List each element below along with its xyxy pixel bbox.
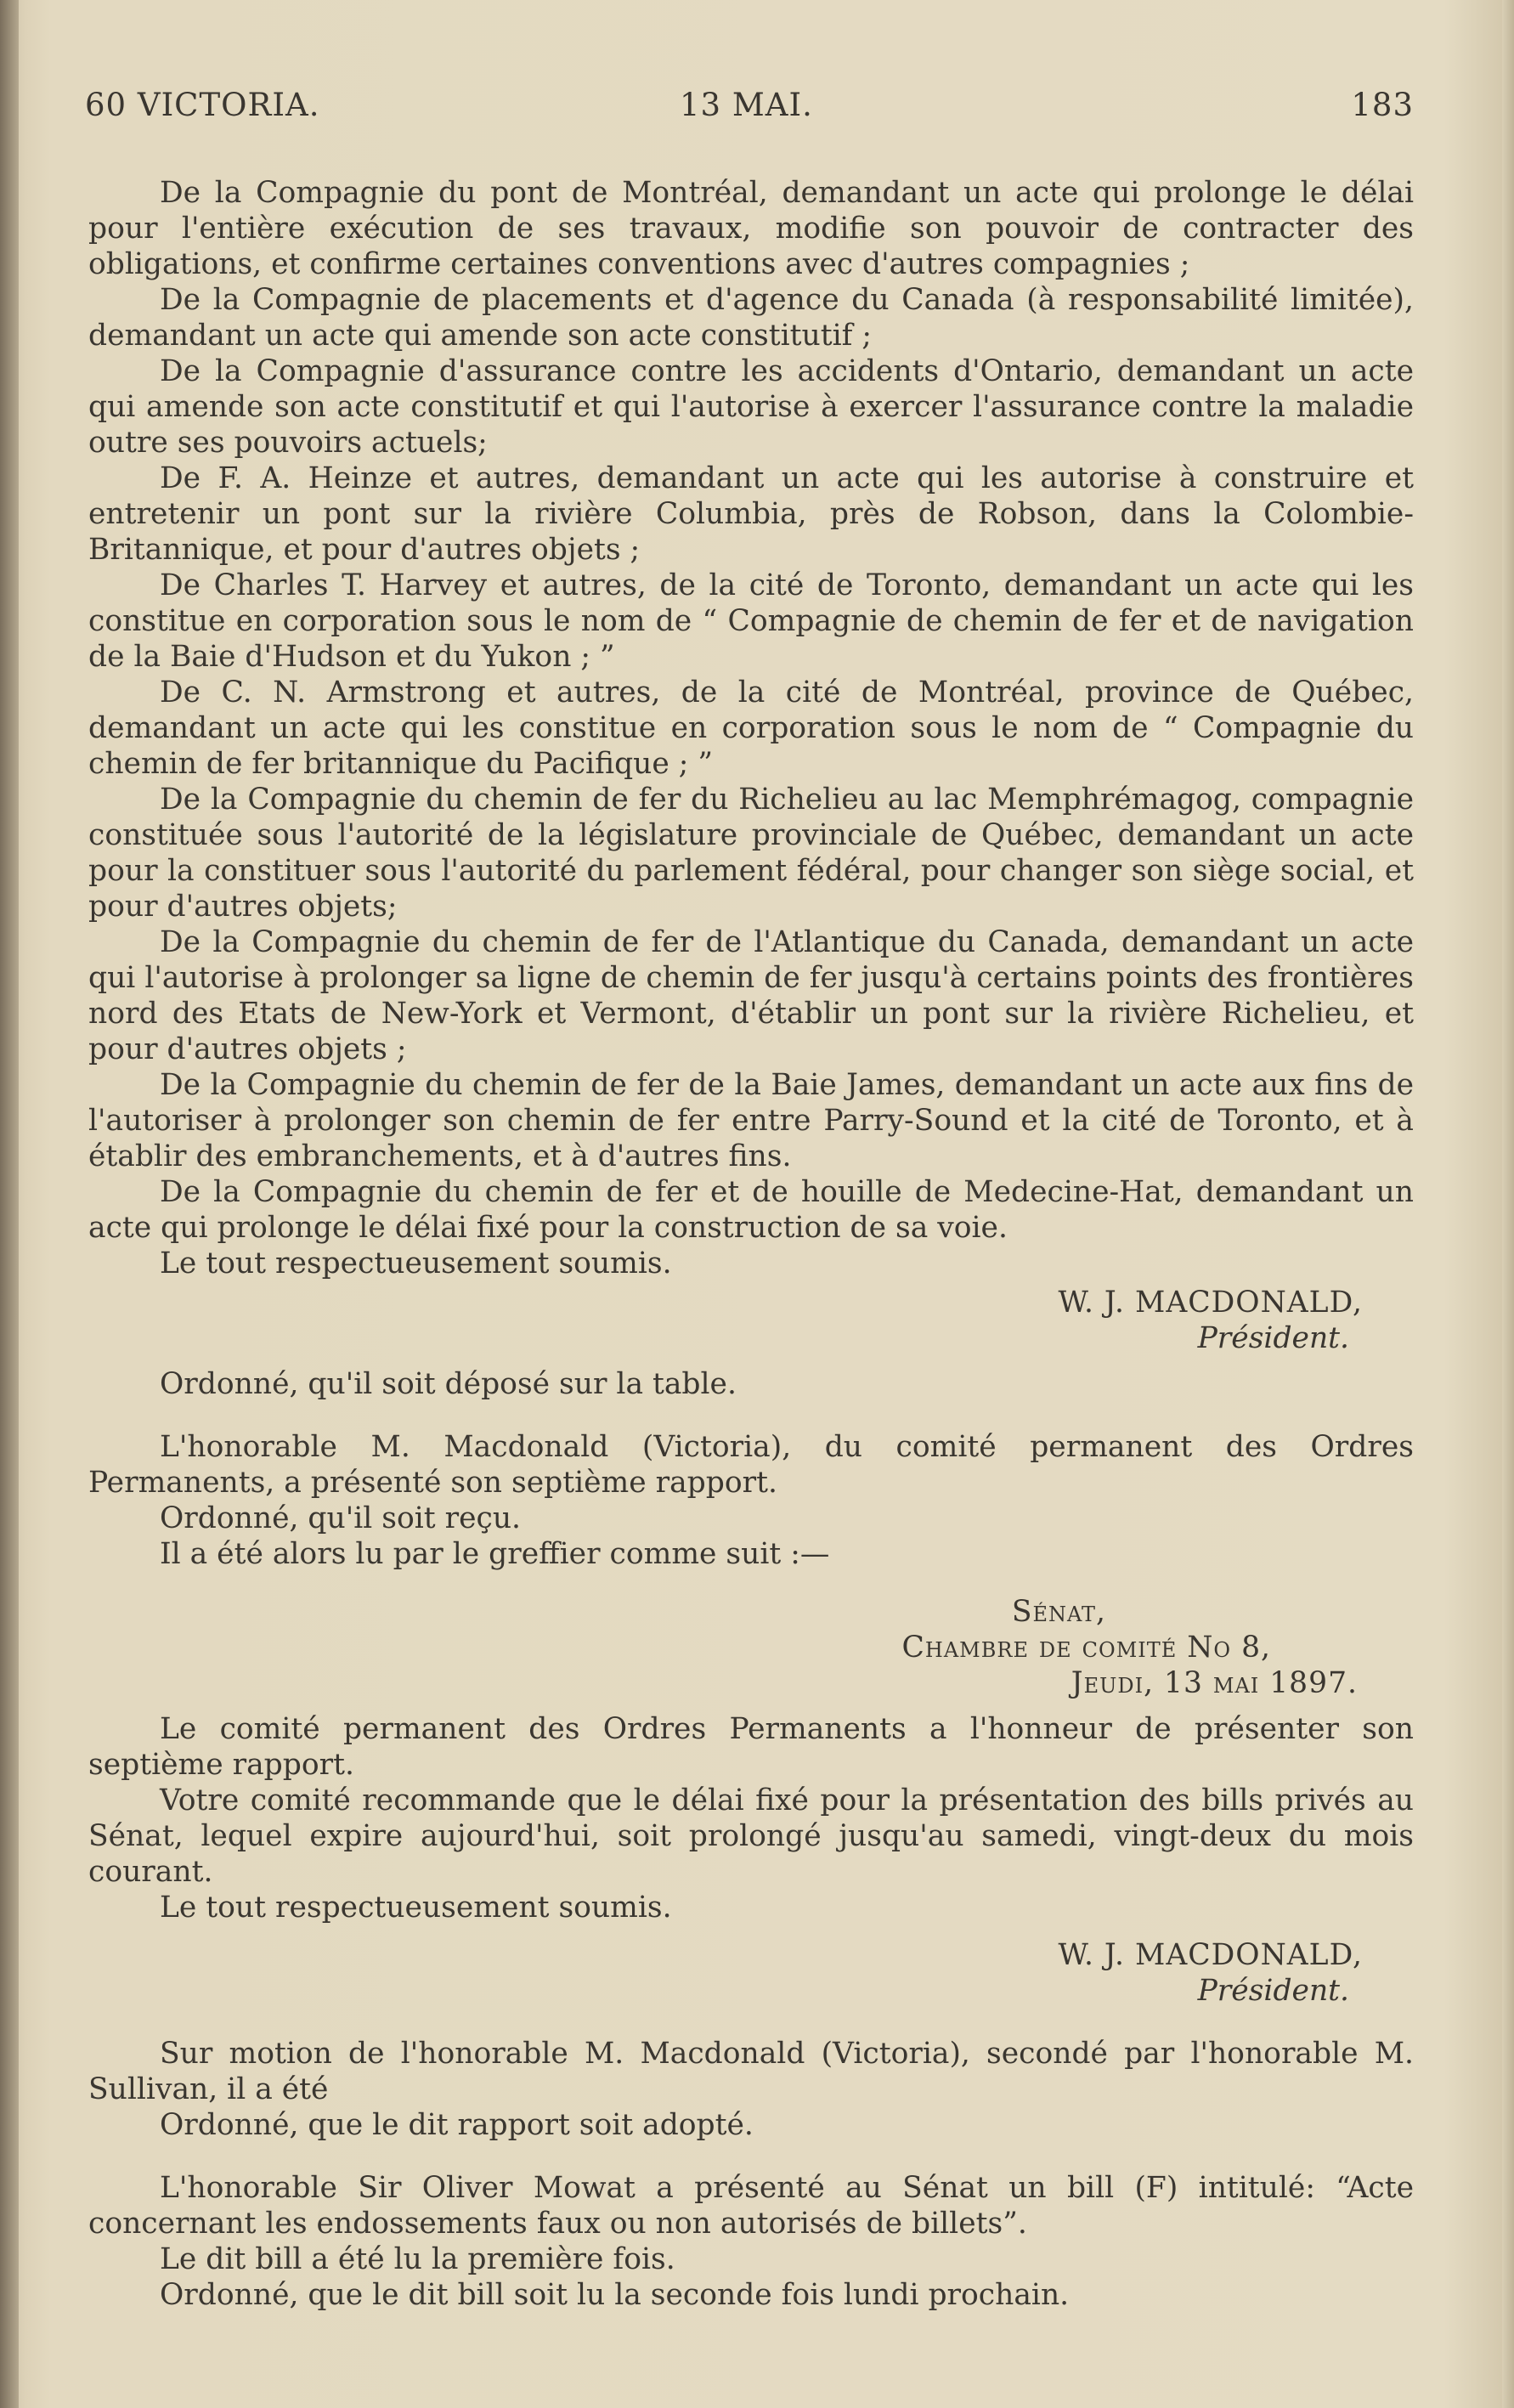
petition-paragraph: De Charles T. Harvey et autres, de la cité de Toronto, demandant un acte qui les constitue en corporation sous le nom de “ Compagnie de chemin de fer et de navigation de la Baie d'Hudson et du Yukon ; ” [88, 568, 1414, 674]
page-number: 183 [1351, 87, 1414, 123]
petition-paragraph: De la Compagnie de placements et d'agence du Canada (à responsabilité limitée), demandant un acte qui amende son acte constitutif ; [88, 283, 1414, 353]
bill-presented: L'honorable Sir Oliver Mowat a présenté au Sénat un bill (F) intitulé: “Acte concernant les endossements faux ou non autorisés de billets”. [88, 2171, 1414, 2241]
binding-gutter [0, 0, 19, 2408]
motion-ordered: Ordonné, que le dit rapport soit adopté. [160, 2108, 754, 2142]
motion-text: Sur motion de l'honorable M. Macdonald (Victoria), secondé par l'honorable M. Sullivan, il a été [88, 2037, 1414, 2106]
report-submission: Le tout respectueusement soumis. [160, 1891, 672, 1925]
bill-second-reading: Ordonné, que le dit bill soit lu la seconde fois lundi prochain. [160, 2278, 1070, 2312]
petition-paragraph: De la Compagnie d'assurance contre les accidents d'Ontario, demandant un acte qui amende son acte constitutif et qui l'autorise à exercer l'assurance contre la maladie outre ses pouvoirs actuels; [88, 354, 1414, 460]
petition-paragraph: De F. A. Heinze et autres, demandant un acte qui les autorise à construire et entretenir un pont sur la rivière Columbia, près de Robson, dans la Colombie-Britannique, et pour d'autres objets ; [88, 461, 1414, 567]
running-header [85, 87, 1414, 129]
header-date: 13 MAI. [680, 87, 813, 123]
header-session: 60 VICTORIA. [85, 87, 320, 123]
bill-first-reading: Le dit bill a été lu la première fois. [160, 2242, 675, 2276]
petition-paragraph: De la Compagnie du pont de Montréal, demandant un acte qui prolonge le délai pour l'entière exécution de ses travaux, modifie son pouvoir de contracter des obligations, et confirme certaines conventions avec d'autres compagnies ; [88, 176, 1414, 281]
signature-name: W. J. MACDONALD, [1058, 1938, 1363, 1972]
petition-paragraph: De la Compagnie du chemin de fer et de houille de Medecine-Hat, demandant un acte qui prolonge le délai fixé pour la construction de sa voie. [88, 1175, 1414, 1245]
report-body: Votre comité recommande que le délai fixé pour la présentation des bills privés au Sénat, lequel expire aujourd'hui, soit prolongé jusqu'au samedi, vingt-deux du mois courant. [88, 1783, 1414, 1889]
submission-line: Le tout respectueusement soumis. [160, 1246, 672, 1280]
signature-title: Président. [1197, 1321, 1349, 1355]
report-senat: Sénat, [1011, 1595, 1106, 1629]
report-chambre: Chambre de comité No 8, [901, 1631, 1271, 1665]
petition-paragraph: De la Compagnie du chemin de fer de l'Atlantique du Canada, demandant un acte qui l'autorise à prolonger sa ligne de chemin de fer jusqu'à certains points des frontières nord des Etats de New-York et Vermont, d'établir un pont sur la rivière Richelieu, et pour d'autres objets ; [88, 925, 1414, 1066]
report-date: Jeudi, 13 mai 1897. [1071, 1666, 1358, 1700]
page-edge [1502, 0, 1514, 2408]
report-body: Le comité permanent des Ordres Permanents a l'honneur de présenter son septième rapport. [88, 1712, 1414, 1782]
signature-title: Président. [1197, 1974, 1349, 2008]
petition-paragraph: De la Compagnie du chemin de fer de la Baie James, demandant un acte aux fins de l'autoriser à prolonger son chemin de fer entre Parry-Sound et la cité de Toronto, et à établir des embranchements, et à d'autres fins. [88, 1068, 1414, 1173]
petition-paragraph: De C. N. Armstrong et autres, de la cité de Montréal, province de Québec, demandant un acte qui les constitue en corporation sous le nom de “ Compagnie du chemin de fer britannique du Pacifique ; ” [88, 675, 1414, 781]
signature-name: W. J. MACDONALD, [1058, 1286, 1363, 1320]
page-body [88, 175, 1414, 2313]
report-received: Ordonné, qu'il soit reçu. [160, 1501, 522, 1535]
ordered-table: Ordonné, qu'il soit déposé sur la table. [160, 1367, 737, 1401]
petition-paragraph: De la Compagnie du chemin de fer du Richelieu au lac Memphrémagog, compagnie constituée sous l'autorité de la législature provinciale de Québec, demandant un acte pour la constituer sous l'autorité du parlement fédéral, pour changer son siège social, et pour d'autres objets; [88, 783, 1414, 924]
report-intro: L'honorable M. Macdonald (Victoria), du comité permanent des Ordres Permanents, a présenté son septième rapport. [88, 1430, 1414, 1500]
report-read: Il a été alors lu par le greffier comme suit :— [160, 1537, 830, 1571]
